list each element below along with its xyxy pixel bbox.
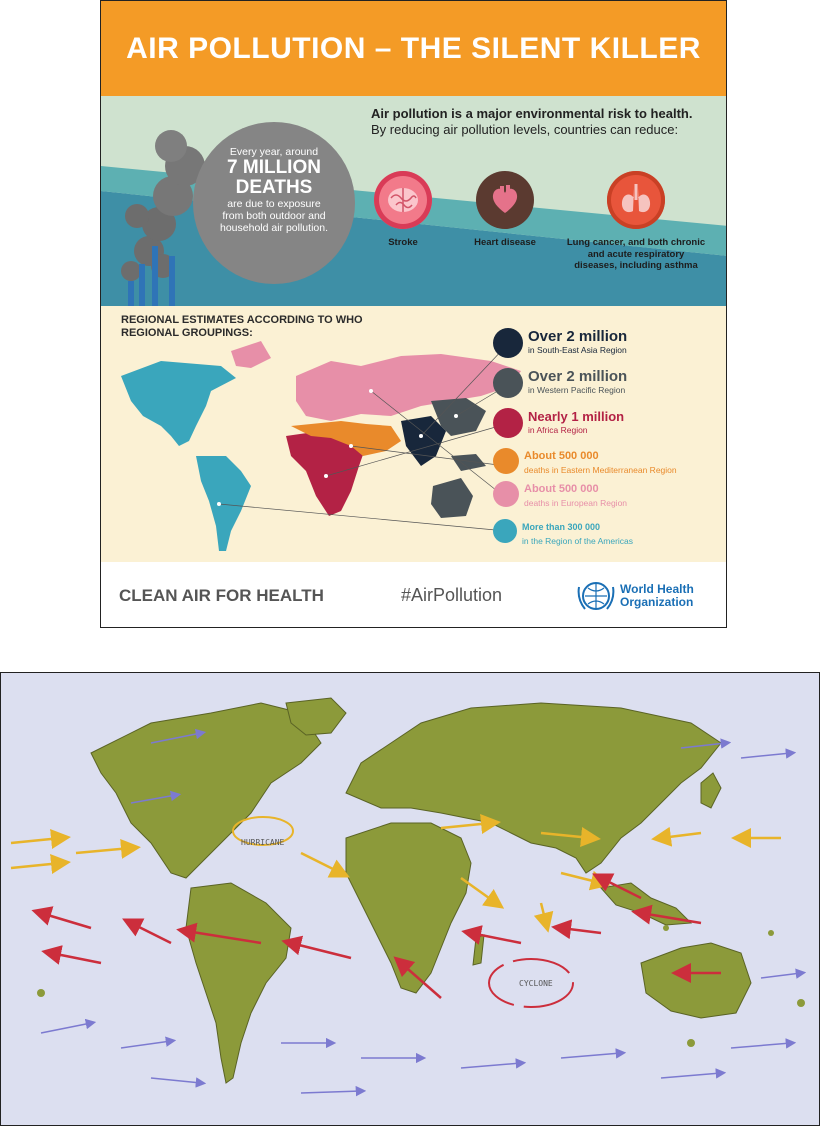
region-dot <box>493 519 517 543</box>
brain-icon <box>374 171 432 229</box>
risk-statement-rest: By reducing air pollution levels, countries can reduce: <box>371 122 679 137</box>
risk-statement <box>371 106 711 138</box>
regional-title: REGIONAL ESTIMATES ACCORDING TO WHO REGIONAL GROUPINGS: <box>121 314 363 339</box>
region-dot <box>493 408 523 438</box>
footer-hashtag: #AirPollution <box>401 585 503 605</box>
region-name: in the Region of the Americas <box>522 536 634 546</box>
world-map <box>101 306 727 562</box>
region-stat-eur <box>493 481 627 508</box>
cyclone-label: CYCLONE <box>519 979 553 988</box>
who-line-2: Organization <box>620 594 694 609</box>
wind-map-drawing <box>1 673 820 1126</box>
region-stat-afr <box>493 408 624 438</box>
footer <box>101 562 726 628</box>
region-dot <box>493 481 519 507</box>
infographic-title: AIR POLLUTION – THE SILENT KILLER <box>126 31 701 65</box>
deaths-circle <box>193 122 355 284</box>
australia-land <box>641 943 751 1018</box>
region-name: in Africa Region <box>528 425 588 435</box>
disease-label: Heart disease <box>474 237 536 248</box>
americas-region <box>196 456 251 551</box>
americas-region <box>231 341 271 368</box>
region-stat-sea <box>493 328 627 358</box>
japan-land <box>701 773 721 808</box>
hurricane-label: HURRICANE <box>241 838 285 847</box>
region-dot <box>493 448 519 474</box>
deaths-number: 7 MILLION DEATHS <box>227 157 321 198</box>
region-name: deaths in European Region <box>524 498 628 508</box>
region-dot <box>493 328 523 358</box>
region-name: in South-East Asia Region <box>528 345 627 355</box>
western-pacific-region <box>431 478 473 518</box>
air-pollution-infographic <box>100 0 727 628</box>
disease-heart <box>471 171 539 249</box>
region-name: in Western Pacific Region <box>528 385 626 395</box>
footer-slogan: CLEAN AIR FOR HEALTH <box>119 585 324 605</box>
europe-region <box>296 354 521 421</box>
americas-region <box>121 361 236 446</box>
who-emblem-icon <box>577 579 615 613</box>
who-line-1: World Health <box>620 581 694 596</box>
region-dot <box>493 368 523 398</box>
region-stat-wpr <box>493 368 627 398</box>
region-value: Nearly 1 million <box>528 409 625 424</box>
deaths-pre-text: Every year, around <box>229 146 319 158</box>
africa-land <box>346 823 471 993</box>
region-value: Over 2 million <box>528 368 628 385</box>
region-value: About 500 000 <box>524 483 599 495</box>
region-stat-emr <box>493 448 677 475</box>
disease-label: Lung cancer, and both chronic and acute respiratory diseases, including asthma <box>566 237 706 271</box>
global-wind-map <box>0 672 820 1126</box>
region-value: About 500 000 <box>524 450 599 462</box>
madagascar-land <box>473 935 484 965</box>
regional-section <box>101 306 726 562</box>
risk-statement-bold: Air pollution is a major environmental risk to health. <box>371 106 693 121</box>
title-banner <box>101 1 726 96</box>
disease-lung <box>566 171 706 272</box>
deaths-post-text: are due to exposure from both outdoor and household air pollution. <box>220 198 328 234</box>
disease-stroke <box>369 171 437 249</box>
region-name: deaths in Eastern Mediterranean Region <box>524 465 677 475</box>
region-value: More than 300 000 <box>522 522 601 532</box>
disease-label: Stroke <box>388 237 418 248</box>
south-america-land <box>186 883 291 1083</box>
north-america-land <box>91 703 321 878</box>
south-east-asia-region <box>401 416 446 466</box>
heart-icon <box>476 171 534 229</box>
region-stat-amr <box>493 519 633 546</box>
lungs-icon <box>607 171 665 229</box>
who-logo <box>577 579 694 613</box>
hero-section <box>101 96 726 306</box>
region-value: Over 2 million <box>528 328 628 345</box>
